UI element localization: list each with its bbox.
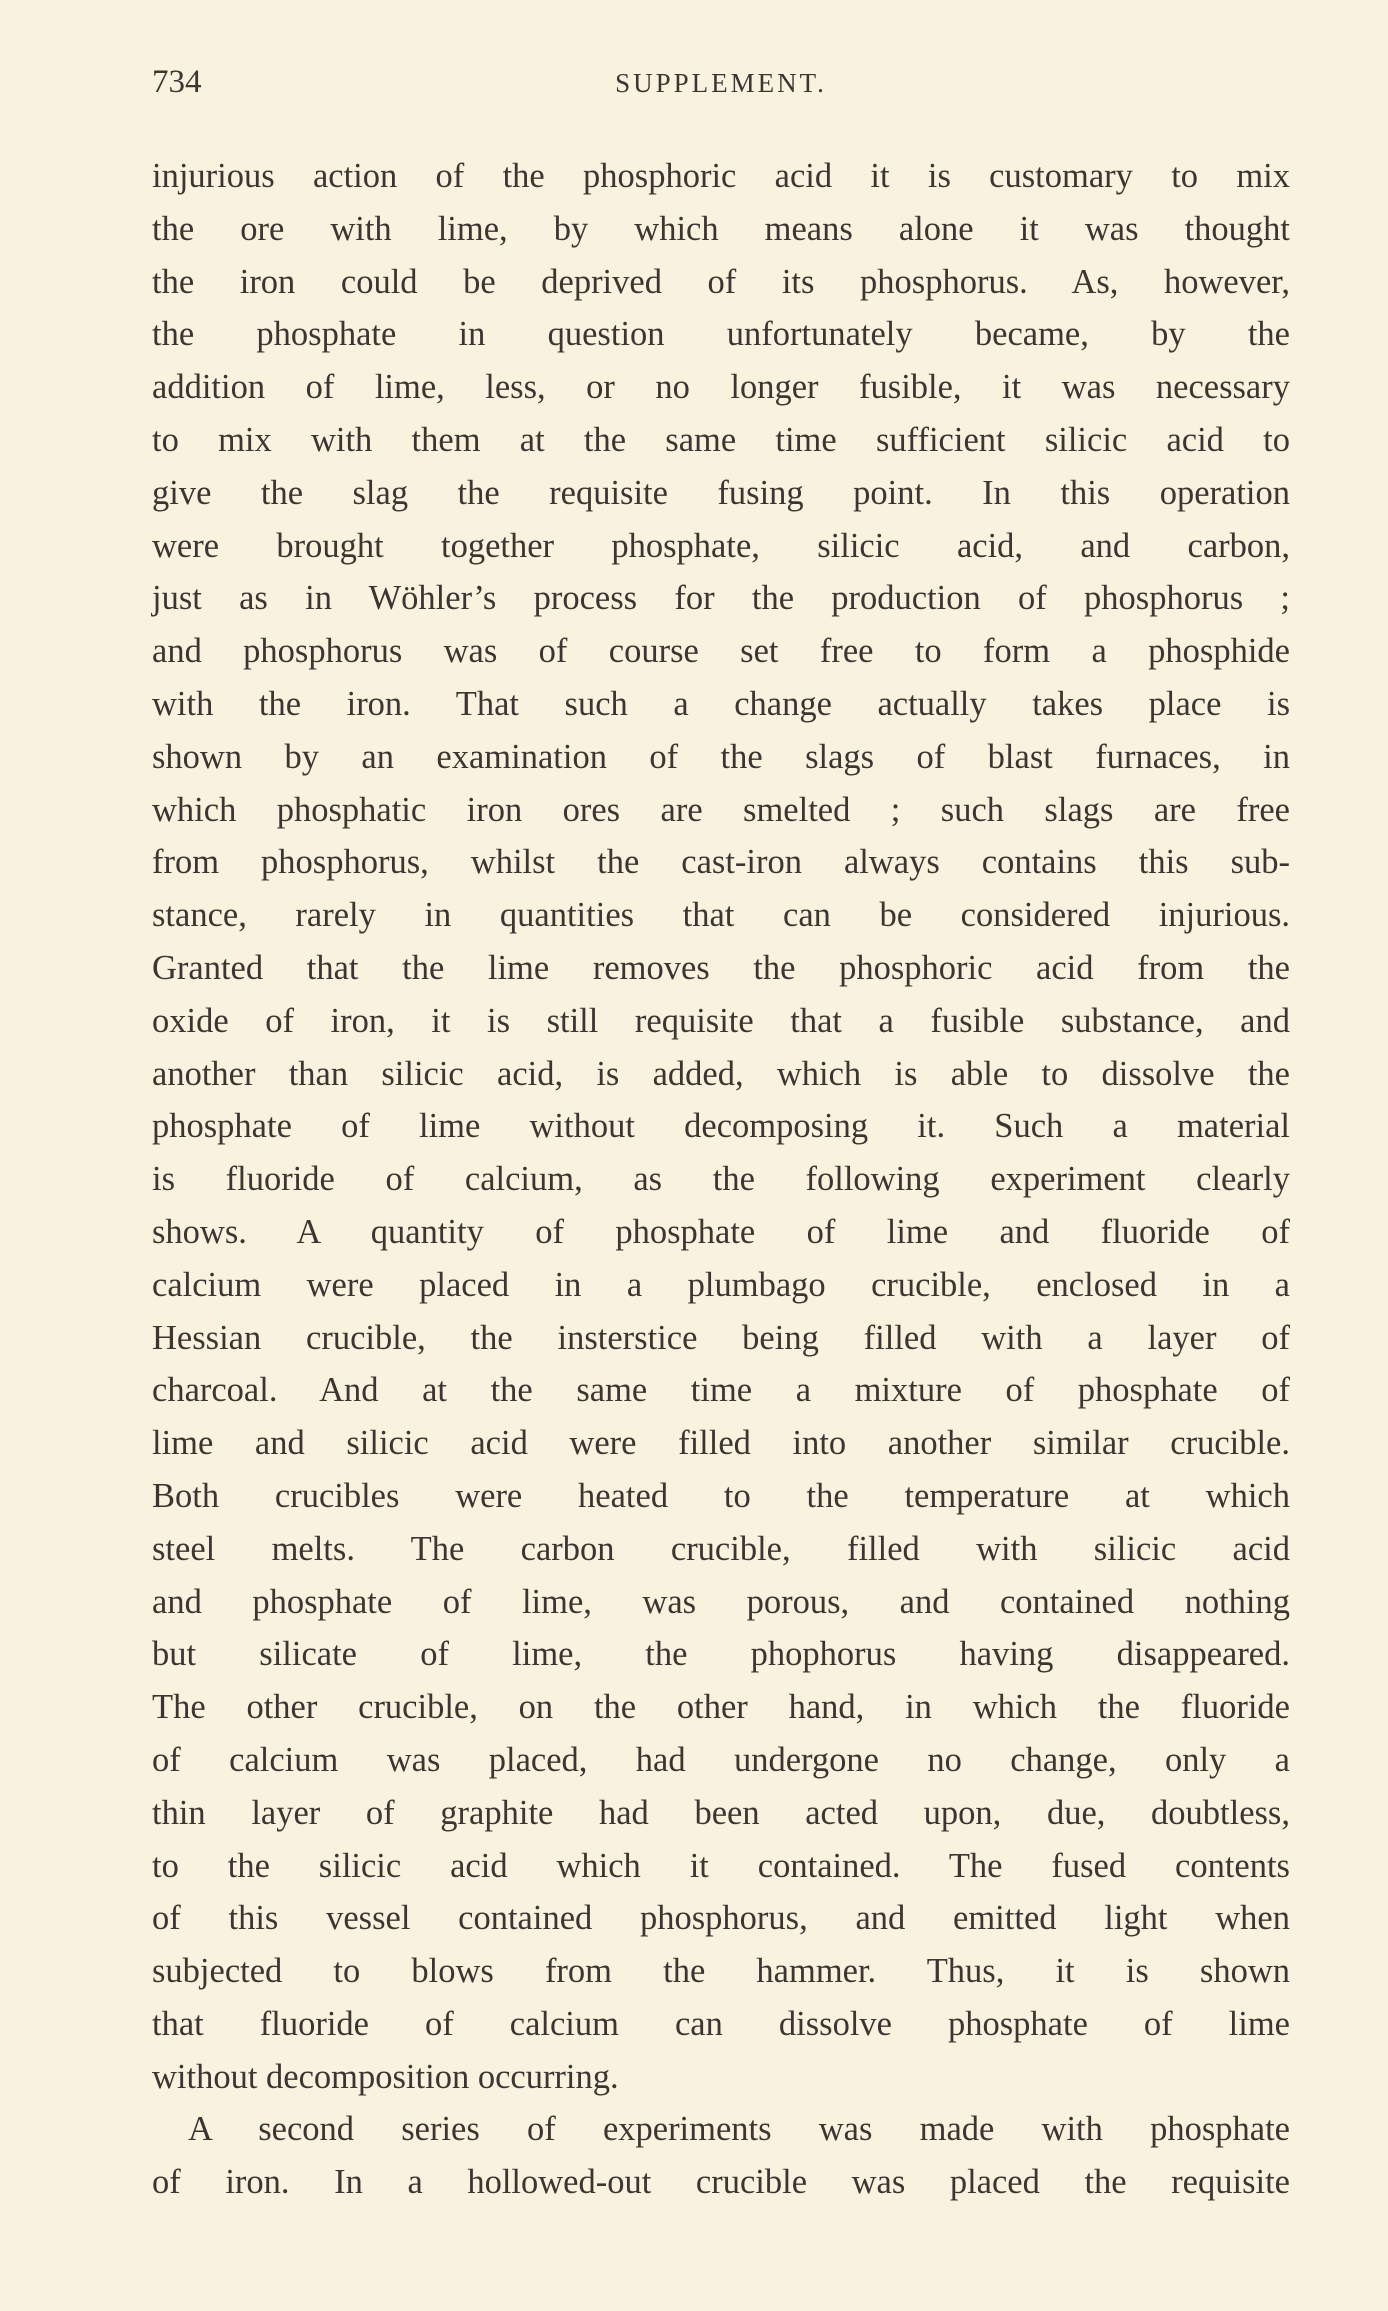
text-line: of calcium was placed, had undergone no change, only a bbox=[152, 1740, 1290, 1779]
text-line: lime and silicic acid were filled into another similar crucible. bbox=[152, 1424, 1290, 1463]
text-line: injurious action of the phosphoric acid it is customary to mix bbox=[152, 157, 1290, 195]
text-line: steel melts. The carbon crucible, filled with silicic acid bbox=[152, 1529, 1290, 1568]
text-line: that fluoride of calcium can dissolve phosphate of lime bbox=[152, 2004, 1290, 2043]
text-line: thin layer of graphite had been acted upon, due, doubtless, bbox=[152, 1793, 1290, 1832]
text-line: shown by an examination of the slags of blast furnaces, in bbox=[152, 737, 1290, 776]
text-line: the ore with lime, by which means alone it was thought bbox=[152, 209, 1290, 248]
text-line: subjected to blows from the hammer. Thus, it is shown bbox=[152, 1952, 1290, 1991]
text-line: A second series of experiments was made with phosphate bbox=[188, 2110, 1290, 2149]
text-line: were brought together phosphate, silicic acid, and carbon, bbox=[152, 526, 1290, 565]
body-text bbox=[152, 150, 1290, 2209]
text-line: and phosphate of lime, was porous, and contained nothing bbox=[152, 1582, 1290, 1621]
text-line: phosphate of lime without decomposing it. Such a material bbox=[152, 1107, 1290, 1146]
text-line: Granted that the lime removes the phosphoric acid from the bbox=[152, 948, 1290, 987]
text-line: charcoal. And at the same time a mixture of phosphate of bbox=[152, 1371, 1290, 1410]
text-line: Both crucibles were heated to the temperature at which bbox=[152, 1476, 1290, 1515]
running-title: SUPPLEMENT. bbox=[615, 68, 827, 98]
text-line: calcium were placed in a plumbago crucible, enclosed in a bbox=[152, 1265, 1290, 1304]
text-line: which phosphatic iron ores are smelted ; such slags are free bbox=[152, 790, 1290, 829]
text-line: with the iron. That such a change actually takes place is bbox=[152, 684, 1290, 723]
text-line: The other crucible, on the other hand, in which the fluoride bbox=[152, 1688, 1290, 1727]
text-line: from phosphorus, whilst the cast-iron always contains this sub- bbox=[152, 843, 1290, 882]
text-line: but silicate of lime, the phophorus having disappeared. bbox=[152, 1635, 1290, 1674]
text-line: the iron could be deprived of its phosphorus. As, however, bbox=[152, 262, 1290, 301]
text-line: shows. A quantity of phosphate of lime and fluoride of bbox=[152, 1212, 1290, 1251]
text-line: and phosphorus was of course set free to form a phosphide bbox=[152, 632, 1290, 671]
page-header bbox=[152, 64, 1290, 114]
text-line: give the slag the requisite fusing point. In this operation bbox=[152, 473, 1290, 512]
text-line: without decomposition occurring. bbox=[152, 2057, 619, 2096]
text-line: to the silicic acid which it contained. The fused contents bbox=[152, 1846, 1290, 1885]
text-line: oxide of iron, it is still requisite that a fusible substance, and bbox=[152, 1001, 1290, 1040]
text-line: of this vessel contained phosphorus, and emitted light when bbox=[152, 1899, 1290, 1938]
text-line: addition of lime, less, or no longer fusible, it was necessary bbox=[152, 368, 1290, 407]
text-line: Hessian crucible, the insterstice being filled with a layer of bbox=[152, 1318, 1290, 1357]
page-number: 734 bbox=[152, 64, 202, 100]
text-line: stance, rarely in quantities that can be considered injurious. bbox=[152, 896, 1290, 935]
text-line: another than silicic acid, is added, which is able to dissolve the bbox=[152, 1054, 1290, 1093]
text-line: is fluoride of calcium, as the following experiment clearly bbox=[152, 1160, 1290, 1199]
text-line: the phosphate in question unfortunately became, by the bbox=[152, 315, 1290, 354]
text-line: to mix with them at the same time sufficient silicic acid to bbox=[152, 420, 1290, 459]
text-line: just as in Wöhler’s process for the production of phosphorus ; bbox=[152, 579, 1290, 618]
text-line: of iron. In a hollowed-out crucible was placed the requisite bbox=[152, 2163, 1290, 2202]
